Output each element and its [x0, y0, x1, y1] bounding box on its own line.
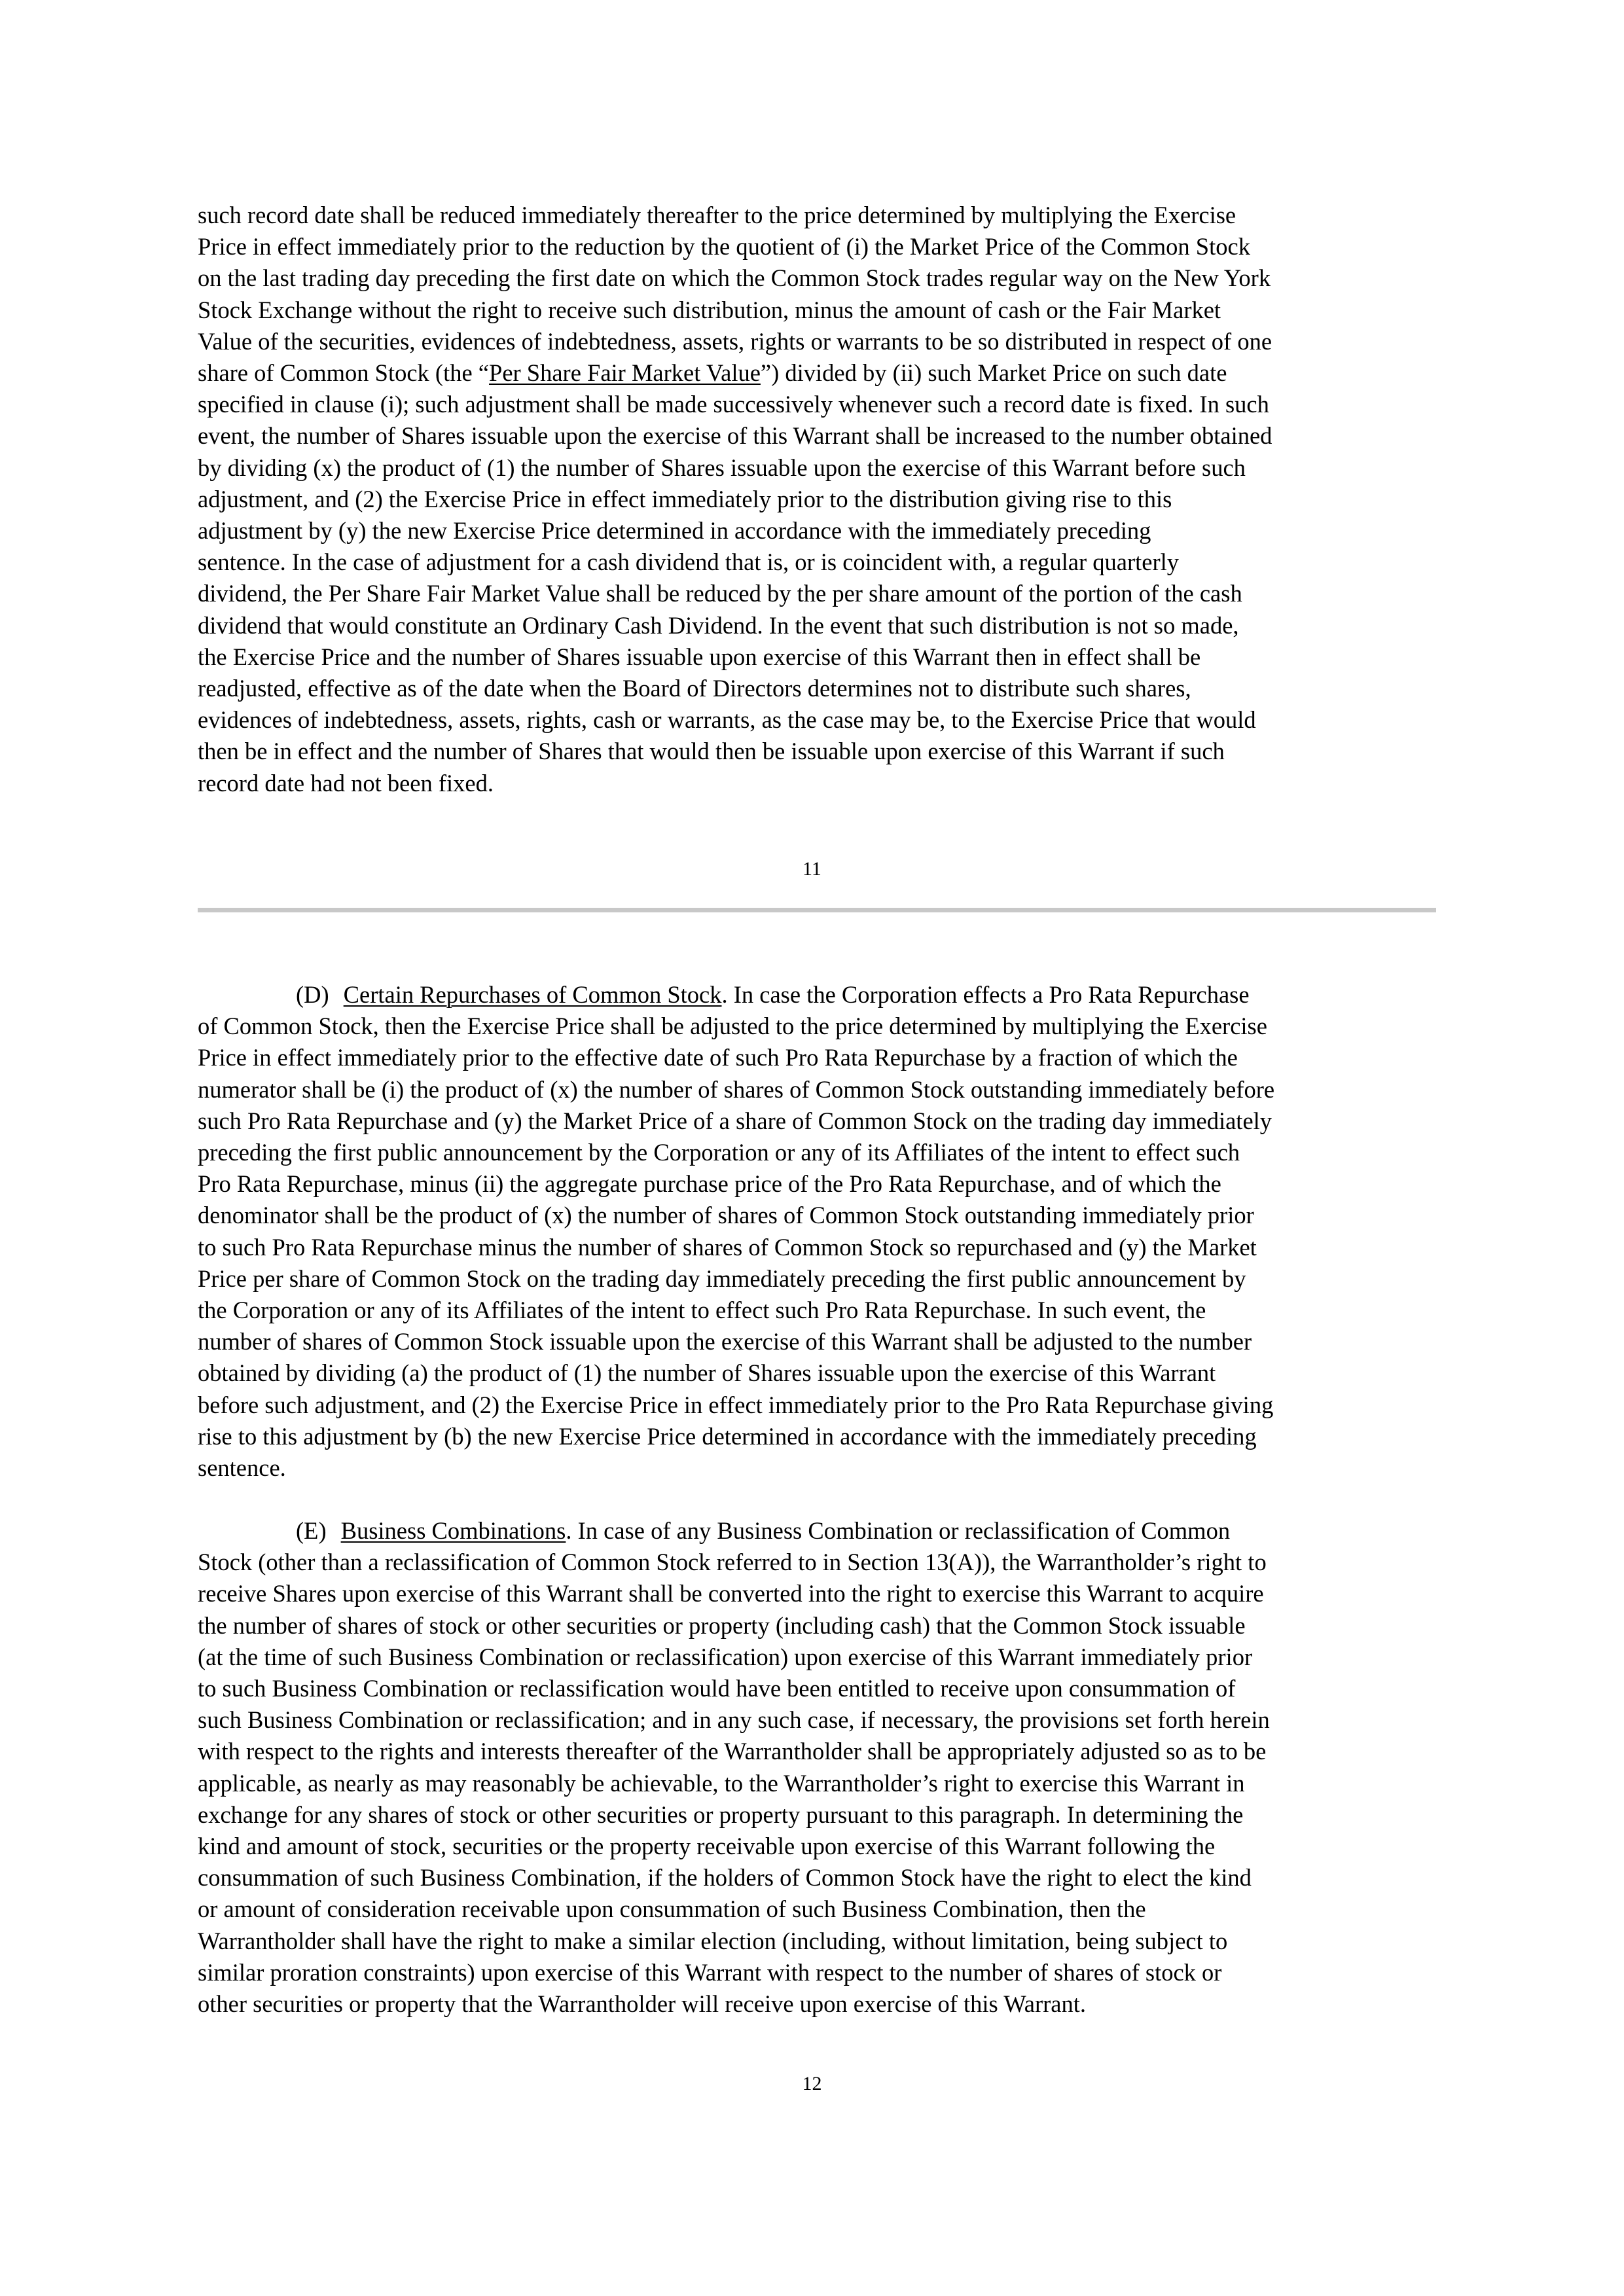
text-line: sentence. [198, 1454, 286, 1482]
text-line: with respect to the rights and interests thereafter of the Warrantholder shall be appropriately adjusted so as to be [198, 1738, 1267, 1765]
text-line: event, the number of Shares issuable upon the exercise of this Warrant shall be increased to the number obtained [198, 422, 1272, 450]
text-line: adjustment, and (2) the Exercise Price in effect immediately prior to the distribution giving rise to this [198, 485, 1172, 512]
text-line: evidences of indebtedness, assets, rights, cash or warrants, as the case may be, to the Exercise Price that would [198, 706, 1256, 734]
section-d-first-line [198, 979, 1435, 1011]
text-line: then be in effect and the number of Shares that would then be issuable upon exercise of this Warrant if such [198, 738, 1225, 765]
text-line: Price in effect immediately prior to the effective date of such Pro Rata Repurchase by a fraction of which the [198, 1044, 1238, 1071]
text-line: Pro Rata Repurchase, minus (ii) the aggregate purchase price of the Pro Rata Repurchase, and of which the [198, 1170, 1221, 1198]
text-line: the Corporation or any of its Affiliates of the intent to effect such Pro Rata Repurchase. In such event, the [198, 1297, 1206, 1324]
page-divider [198, 908, 1436, 912]
text-fragment: ”) divided by (ii) such Market Price on such date [760, 359, 1227, 387]
text-line: exchange for any shares of stock or other securities or property pursuant to this paragraph. In determining the [198, 1801, 1244, 1828]
text-line: Price in effect immediately prior to the reduction by the quotient of (i) the Market Price of the Common Stock [198, 233, 1250, 260]
text-line: record date had not been fixed. [198, 769, 494, 797]
text-fragment: . In case the Corporation effects a Pro Rata Repurchase [721, 981, 1250, 1008]
section-e-marker: (E) [296, 1517, 327, 1544]
text-line: such record date shall be reduced immediately thereafter to the price determined by multiplying the Exercise [198, 202, 1236, 228]
text-line: similar proration constraints) upon exercise of this Warrant with respect to the number of shares of stock or [198, 1958, 1222, 1986]
text-line: dividend that would constitute an Ordinary Cash Dividend. In the event that such distribution is not so made, [198, 611, 1239, 639]
text-line: obtained by dividing (a) the product of (1) the number of Shares issuable upon the exercise of this Warrant [198, 1359, 1216, 1387]
text-line: Stock Exchange without the right to receive such distribution, minus the amount of cash or the Fair Market [198, 296, 1221, 323]
text-line: the Exercise Price and the number of Shares issuable upon exercise of this Warrant then in effect shall be [198, 643, 1201, 670]
defined-term: Per Share Fair Market Value [489, 359, 761, 387]
page-number: 12 [802, 2073, 822, 2094]
text-line: Stock (other than a reclassification of Common Stock referred to in Section 13(A)), the Warrantholder’s right to [198, 1549, 1267, 1576]
paragraph-top [198, 200, 1435, 799]
page-number: 11 [803, 858, 821, 880]
section-d-heading: Certain Repurchases of Common Stock [343, 981, 722, 1008]
text-line: other securities or property that the Warrantholder will receive upon exercise of this Warrant. [198, 1990, 1086, 2018]
text-line: of Common Stock, then the Exercise Price shall be adjusted to the price determined by multiplying the Exercise [198, 1013, 1267, 1040]
text-line: such Pro Rata Repurchase and (y) the Market Price of a share of Common Stock on the trading day immediately [198, 1107, 1272, 1134]
section-e [198, 1515, 1435, 2020]
text-line: the number of shares of stock or other securities or property (including cash) that the Common Stock issuable [198, 1611, 1246, 1639]
section-e-heading: Business Combinations [340, 1517, 566, 1544]
text-line: kind and amount of stock, securities or the property receivable upon exercise of this Warrant following the [198, 1833, 1216, 1860]
section-d [198, 979, 1435, 1484]
text-line: on the last trading day preceding the first date on which the Common Stock trades regular way on the New York [198, 264, 1271, 292]
text-line: Value of the securities, evidences of indebtedness, assets, rights or warrants to be so distributed in respect of one [198, 327, 1272, 355]
text-line: number of shares of Common Stock issuable upon the exercise of this Warrant shall be adjusted to the number [198, 1328, 1252, 1355]
text-line: rise to this adjustment by (b) the new Exercise Price determined in accordance with the immediately preceding [198, 1422, 1257, 1450]
text-line: by dividing (x) the product of (1) the number of Shares issuable upon the exercise of this Warrant before such [198, 454, 1246, 481]
text-line [198, 357, 1435, 389]
text-line: such Business Combination or reclassification; and in any such case, if necessary, the provisions set forth herein [198, 1706, 1270, 1734]
text-line: numerator shall be (i) the product of (x) the number of shares of Common Stock outstanding immediately before [198, 1075, 1275, 1103]
text-line: receive Shares upon exercise of this Warrant shall be converted into the right to exercise this Warrant to acquire [198, 1580, 1264, 1607]
text-line: consummation of such Business Combination, if the holders of Common Stock have the right to elect the kind [198, 1864, 1252, 1892]
text-line: specified in clause (i); such adjustment shall be made successively whenever such a record date is fixed. In such [198, 391, 1269, 418]
text-line: applicable, as nearly as may reasonably be achievable, to the Warrantholder’s right to exercise this Warrant in [198, 1769, 1245, 1797]
text-line: Price per share of Common Stock on the trading day immediately preceding the first public announcement by [198, 1265, 1246, 1292]
text-line: dividend, the Per Share Fair Market Value shall be reduced by the per share amount of the portion of the cash [198, 580, 1242, 607]
text-line: or amount of consideration receivable upon consummation of such Business Combination, then the [198, 1895, 1146, 1923]
text-line: Warrantholder shall have the right to make a similar election (including, without limitation, being subject to [198, 1927, 1228, 1954]
text-line: before such adjustment, and (2) the Exercise Price in effect immediately prior to the Pro Rata Repurchase giving [198, 1391, 1274, 1418]
text-line: denominator shall be the product of (x) the number of shares of Common Stock outstanding immediately prior [198, 1202, 1254, 1229]
text-line: adjustment by (y) the new Exercise Price determined in accordance with the immediately preceding [198, 517, 1151, 545]
section-d-marker: (D) [296, 981, 329, 1008]
text-fragment: share of Common Stock (the “ [198, 359, 490, 387]
text-line: to such Business Combination or reclassification would have been entitled to receive upon consummation of [198, 1675, 1236, 1702]
text-line: (at the time of such Business Combination or reclassification) upon exercise of this Warrant immediately prior [198, 1643, 1253, 1670]
text-line: preceding the first public announcement by the Corporation or any of its Affiliates of the intent to effect such [198, 1139, 1240, 1166]
text-fragment: . In case of any Business Combination or reclassification of Common [566, 1517, 1231, 1544]
section-e-first-line [198, 1515, 1435, 1547]
text-line: readjusted, effective as of the date when the Board of Directors determines not to distribute such shares, [198, 675, 1191, 702]
text-line: sentence. In the case of adjustment for a cash dividend that is, or is coincident with, a regular quarterly [198, 548, 1180, 576]
text-line: to such Pro Rata Repurchase minus the number of shares of Common Stock so repurchased and (y) the Market [198, 1233, 1257, 1261]
